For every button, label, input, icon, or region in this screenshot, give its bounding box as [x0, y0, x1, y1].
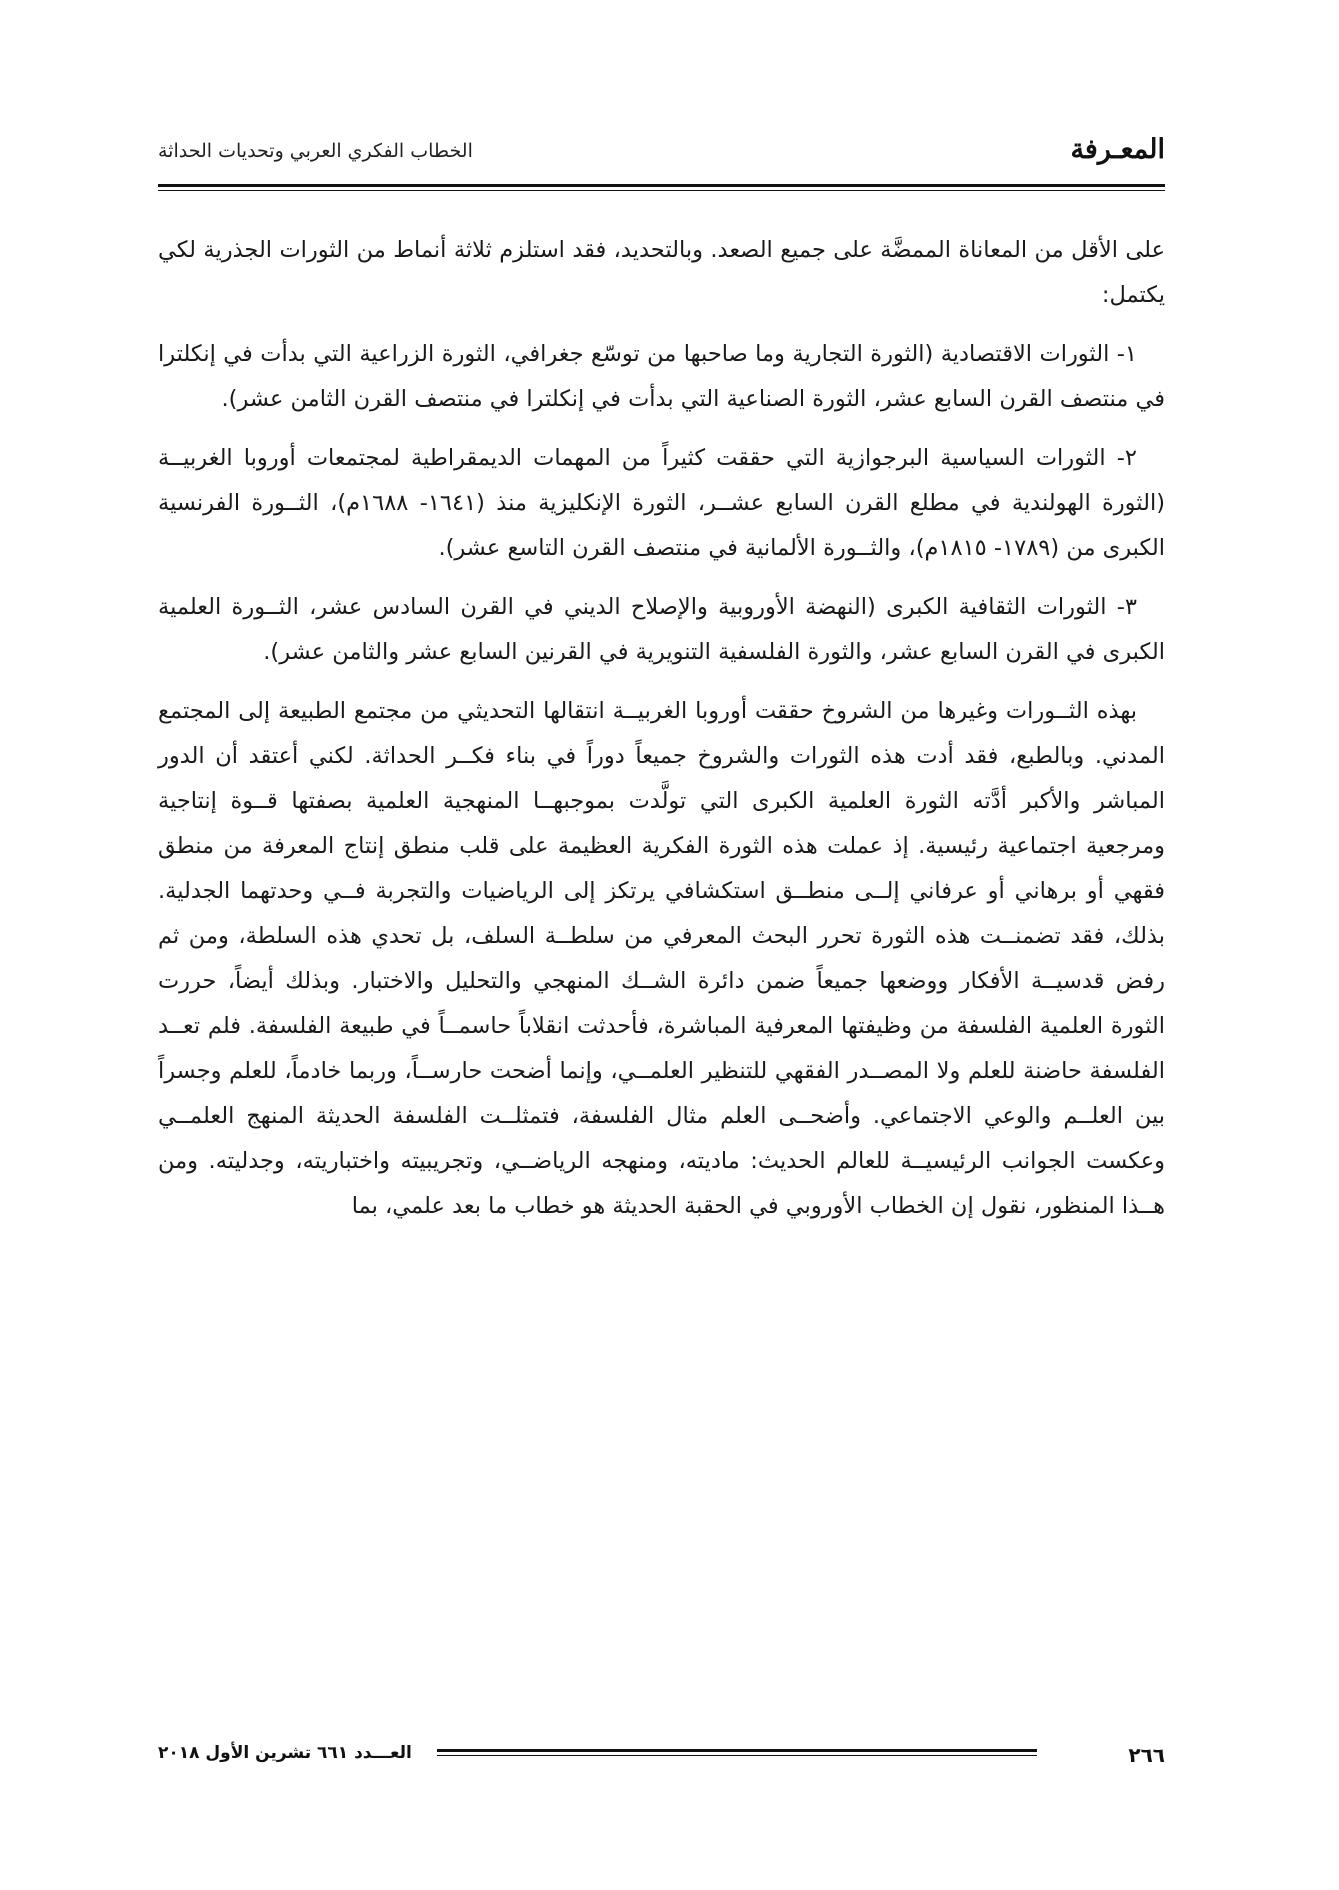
list-item-cultural-revolutions: ٣- الثورات الثقافية الكبرى (النهضة الأوروبية والإصلاح الديني في القرن السادس عشر، الثــورة العلمية الكبرى في القرن السابع عشر، والثورة الفلسفية التنويرية في القرنين السابع عشر والثامن عشر). [158, 594, 1165, 665]
running-title: الخطاب الفكري العربي وتحديات الحداثة [158, 140, 473, 162]
page-number: ٢٦٦ [1128, 1743, 1165, 1767]
page-footer [158, 1737, 1165, 1777]
paragraph-intro: على الأقل من المعاناة الممضَّة على جميع الصعد. وبالتحديد، فقد استلزم ثلاثة أنماط من الثورات الجذرية لكي يكتمل: [158, 237, 1165, 308]
journal-logo: المعـرفة [1070, 134, 1165, 165]
page-header [158, 128, 1165, 180]
paragraph-scientific-revolution: بهذه الثــورات وغيرها من الشروخ حققت أوروبا الغربيــة انتقالها التحديثي من مجتمع الطبيعة إلى المجتمع المدني. وبالطبع، فقد أدت هذه الثورات والشروخ جميعاً دوراً في بناء فكــر الحداثة. لكني أعتقد أن الدور المباشر والأكبر أدَّته الثورة العلمية الكبرى التي تولَّدت بموجبهــا المنهجية العلمية بصفتها قــوة إنتاجية ومرجعية اجتماعية رئيسية. إذ عملت هذه الثورة الفكرية العظيمة على قلب منطق إنتاج المعرفة من منطق فقهي أو برهاني أو عرفاني إلــى منطــق استكشافي يرتكز إلى الرياضيات والتجربة فــي وحدتهما الجدلية. بذلك، فقد تضمنــت هذه الثورة تحرر البحث المعرفي من سلطــة السلف، بل تحدي هذه السلطة، ومن ثم رفض قدسيــة الأفكار ووضعها جميعاً ضمن دائرة الشــك المنهجي والتحليل والاختبار. وبذلك أيضاً، حررت الثورة العلمية الفلسفة من وظيفتها المعرفية المباشرة، فأحدثت انقلاباً حاسمــاً في طبيعة الفلسفة. فلم تعــد الفلسفة حاضنة للعلم ولا المصــدر الفقهي للتنظير العلمــي، وإنما أضحت حارســاً، وربما خادماً، للعلم وجسراً بين العلــم والوعي الاجتماعي. وأضحــى العلم مثال الفلسفة، فتمثلــت الفلسفة الحديثة المنهج العلمــي وعكست الجوانب الرئيسيــة للعالم الحديث: ماديته، ومنهجه الرياضــي، وتجريبيته واختباريته، وجدليته. ومن هــذا المنظور، نقول إن الخطاب الأوروبي في الحقبة الحديثة هو خطاب ما بعد علمي، بما [158, 698, 1165, 1219]
header-rule [158, 184, 1165, 187]
issue-info: العـــدد ٦٦١ تشرين الأول ٢٠١٨ [158, 1743, 412, 1763]
list-item-economic-revolutions: ١- الثورات الاقتصادية (الثورة التجارية وما صاحبها من توسّع جغرافي، الثورة الزراعية التي بدأت في إنكلترا في منتصف القرن السابع عشر، الثورة الصناعية التي بدأت في إنكلترا في منتصف القرن الثامن عشر). [158, 341, 1165, 412]
header-rule-thin [158, 190, 1165, 191]
body-text [158, 228, 1165, 1243]
list-item-political-revolutions: ٢- الثورات السياسية البرجوازية التي حققت كثيراً من المهمات الديمقراطية لمجتمعات أوروبا الغربيــة (الثورة الهولندية في مطلع القرن السابع عشــر، الثورة الإنكليزية منذ (١٦٤١- ١٦٨٨م)، الثــورة الفرنسية الكبرى من (١٧٨٩- ١٨١٥م)، والثــورة الألمانية في منتصف القرن التاسع عشر). [158, 445, 1165, 561]
